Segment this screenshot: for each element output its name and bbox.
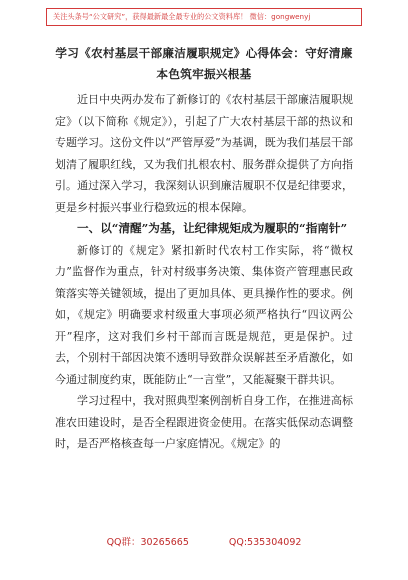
footer-qq-group: QQ群：30265665 (106, 537, 189, 548)
header-banner (46, 8, 362, 26)
intro-paragraph: 近日中央两办发布了新修订的《农村基层干部廉洁履职规定》（以下简称《规定》），引起了广大农村基层干部的热议和专题学习。这份文件以“严管厚爱”为基调，既为我们基层干部划清了履职红线，又为我们扎根农村、服务群众提供了方向指引。通过深入学习，我深刻认识到廉洁履职不仅是纪律要求，更是乡村振兴事业行稳致远的根本保障。 (55, 93, 353, 214)
document-title-line-2: 本色筑牢振兴根基 (156, 67, 252, 81)
document-body (55, 43, 353, 455)
section-1-paragraph-2: 学习过程中，我对照典型案例剖析自身工作，在推进高标准农田建设时，是否全程跟进资金使用。在落实低保动态调整时，是否严格核查每一户家庭情况。《规定》的 (55, 394, 353, 450)
footer-contact (0, 534, 408, 548)
section-1-heading: 一、以“清醒”为基，让纪律规矩成为履职的“指南针” (77, 221, 348, 235)
document-title-line-1: 学习《农村基层干部廉洁履职规定》心得体会：守好清廉 (55, 46, 353, 60)
footer-qq: QQ:535304092 (228, 537, 302, 548)
header-banner-text: 关注头条号“公文研究”，获得最新最全最专业的公文资料库！ 微信：gongwenyj (53, 12, 311, 21)
section-1-paragraph-1: 新修订的《规定》紧扣新时代农村工作实际，将“微权力”监督作为重点，针对村级事务决策、集体资产管理惠民政策落实等关键领域，提出了更加具体、更具操作性的要求。例如，《规定》明确要求村级重大事项必须严格执行“四议两公开”程序，这对我们乡村干部而言既是规范，更是保护。过去，个别村干部因决策不透明导致群众误解甚至矛盾激化，如今通过制度约束，既能防止“一言堂”，又能凝聚干群共识。 (55, 243, 353, 386)
